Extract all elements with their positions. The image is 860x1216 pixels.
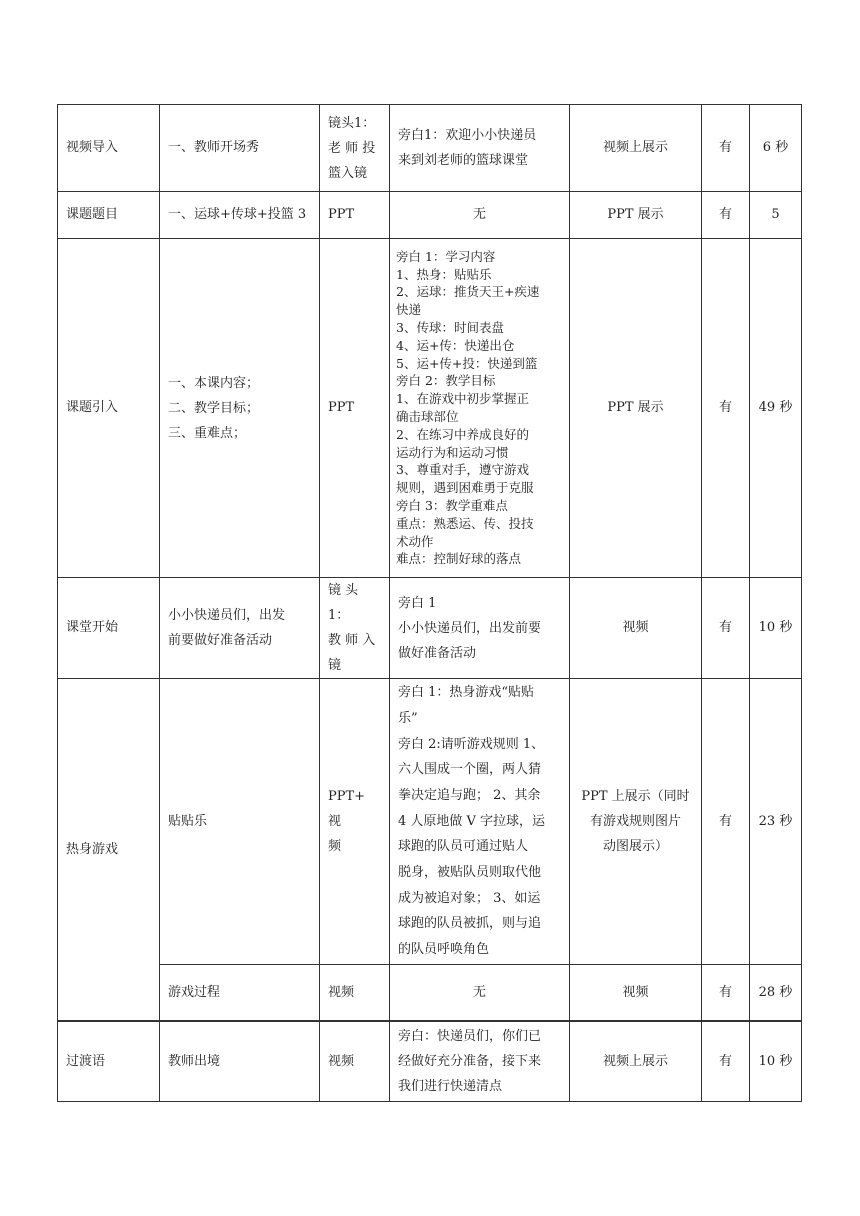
section-cell: 课堂开始	[58, 578, 160, 679]
content-cell	[160, 578, 320, 679]
display-text: PPT 上展示（同时 有游戏规则图片 动图展示）	[581, 789, 690, 854]
narration-cell	[390, 105, 570, 192]
table-row	[58, 192, 802, 239]
content-cell: 游戏过程	[160, 965, 320, 1021]
display-cell	[570, 679, 702, 965]
flag-cell: 有	[702, 578, 750, 679]
narration-cell	[390, 679, 570, 965]
narration-text: 旁白 1：学习内容 1、热身：贴贴乐 2、运球：推货天王+疾速 快递 3、传球：时间表盘 4、运+传：快递出仓 5、运+传+投：快递到篮 旁白 2：教学目标 1、在游戏中初步掌握正 确击球部位 2、在练习中养成良好的 运动行为和运动习惯 3、尊重对手，遵守游戏 规则，遇到困难勇于克服 旁白 3：教学重难点 重点：熟悉运、传、投技 术动作 难点：控制好球的落点	[396, 248, 540, 567]
shot-cell	[320, 105, 390, 192]
content-cell: 贴贴乐	[160, 679, 320, 965]
flag-cell: 有	[702, 192, 750, 239]
table-row	[58, 965, 802, 1021]
shot-cell: PPT	[320, 192, 390, 239]
lesson-table	[57, 104, 802, 1021]
narration-cell	[390, 239, 570, 578]
content-cell: 一、教师开场秀	[160, 105, 320, 192]
display-cell: 视频	[570, 965, 702, 1021]
table-row	[58, 1022, 802, 1102]
narration-text: 旁白 1：热身游戏“贴贴 乐” 旁白 2:请听游戏规则 1、 六人围成一个圈，两人猜 拳决定追与跑； 2、其余 4 人原地做 V 字拉球，运 球跑的队员可通过贴人 脱身，被贴队员则取代他 成为被追对象； 3、如运 球跑的队员被抓，则与追 的队员呼唤角色	[398, 685, 546, 958]
narration-cell	[390, 578, 570, 679]
content-text: 一、本课内容； 二、教学目标； 三、重难点；	[168, 375, 260, 441]
table-row	[58, 578, 802, 679]
duration-cell: 10 秒	[750, 1022, 802, 1102]
narration-text: 旁白：快递员们，你们已 经做好充分准备，接下来 我们进行快递清点	[398, 1029, 542, 1094]
content-cell: 教师出境	[160, 1022, 320, 1102]
display-cell: PPT 展示	[570, 192, 702, 239]
display-cell: 视频上展示	[570, 105, 702, 192]
shot-text: 镜 头 1： 教 师 入 镜	[328, 583, 376, 673]
duration-cell: 28 秒	[750, 965, 802, 1021]
display-cell: 视频上展示	[570, 1022, 702, 1102]
narration-text: 旁白1：欢迎小小快递员 来到刘老师的篮球课堂	[398, 128, 537, 168]
flag-cell: 有	[702, 105, 750, 192]
narration-cell: 无	[390, 192, 570, 239]
content-cell: 一、运球+传球+投篮 3	[160, 192, 320, 239]
section-cell: 课题题目	[58, 192, 160, 239]
section-cell: 过渡语	[58, 1022, 160, 1102]
table-row	[58, 679, 802, 965]
narration-text: 旁白 1 小小快递员们，出发前要 做好准备活动	[398, 595, 542, 661]
shot-text: 镜头1： 老 师 投 篮入镜	[328, 115, 376, 181]
section-cell: 热身游戏	[58, 679, 160, 1021]
duration-cell: 49 秒	[750, 239, 802, 578]
content-text: 小小快递员们，出发 前要做好准备活动	[168, 608, 286, 648]
shot-cell	[320, 679, 390, 965]
shot-cell: PPT	[320, 239, 390, 578]
shot-cell	[320, 578, 390, 679]
shot-text: PPT+ 视 频	[328, 789, 366, 854]
duration-cell: 10 秒	[750, 578, 802, 679]
duration-cell: 6 秒	[750, 105, 802, 192]
duration-cell: 5	[750, 192, 802, 239]
transition-table	[57, 1021, 802, 1102]
shot-cell: 视频	[320, 965, 390, 1021]
flag-cell: 有	[702, 679, 750, 965]
display-cell: 视频	[570, 578, 702, 679]
table-row	[58, 239, 802, 578]
flag-cell: 有	[702, 239, 750, 578]
content-cell	[160, 239, 320, 578]
flag-cell: 有	[702, 1022, 750, 1102]
section-cell: 课题引入	[58, 239, 160, 578]
table-row	[58, 105, 802, 192]
narration-cell: 无	[390, 965, 570, 1021]
narration-cell	[390, 1022, 570, 1102]
shot-cell: 视频	[320, 1022, 390, 1102]
duration-cell: 23 秒	[750, 679, 802, 965]
flag-cell: 有	[702, 965, 750, 1021]
display-cell: PPT 展示	[570, 239, 702, 578]
section-cell: 视频导入	[58, 105, 160, 192]
